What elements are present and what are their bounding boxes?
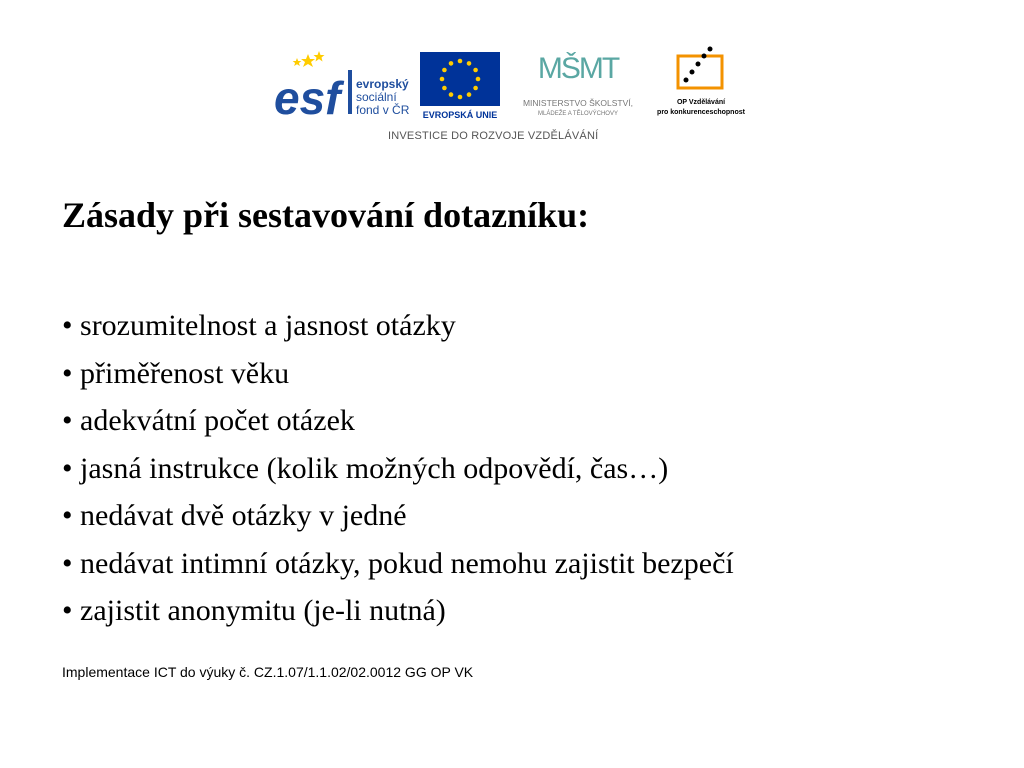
svg-text:esf: esf: [274, 72, 341, 120]
slide-title: Zásady při sestavování dotazníku:: [62, 195, 590, 235]
footer-note: Implementace ICT do výuky č. CZ.1.07/1.1.02/02.0012 GG OP VK: [62, 664, 474, 680]
eu-star-icon: [442, 86, 447, 91]
svg-text:evropský: evropský: [356, 77, 409, 91]
eu-star-icon: [442, 68, 447, 73]
eu-flag-logo: [418, 48, 502, 120]
tagline: INVESTICE DO ROZVOJE VZDĚLÁVÁNÍ: [388, 130, 599, 142]
eu-star-icon: [458, 59, 463, 64]
svg-text:fond v ČR: fond v ČR: [356, 103, 410, 117]
eu-star-icon: [458, 95, 463, 100]
svg-text:MŠMT: MŠMT: [537, 52, 619, 85]
eu-star-icon: [449, 92, 454, 97]
svg-text:EVROPSKÁ UNIE: EVROPSKÁ UNIE: [422, 110, 498, 120]
bullet-item: • adekvátní počet otázek: [62, 397, 734, 445]
bullet-item: • nedávat dvě otázky v jedné: [62, 492, 734, 540]
eu-star-icon: [467, 92, 472, 97]
eu-star-icon: [473, 68, 478, 73]
svg-text:OP Vzdělávání: OP Vzdělávání: [676, 99, 726, 106]
eu-star-icon: [476, 77, 481, 82]
op-vzdelavani-logo: [648, 44, 754, 120]
msmt-logo: [508, 44, 648, 120]
bullet-item: • zajistit anonymitu (je-li nutná): [62, 587, 734, 635]
logo-header: [272, 44, 754, 146]
eu-star-icon: [467, 61, 472, 66]
svg-text:MINISTERSTVO ŠKOLSTVÍ,: MINISTERSTVO ŠKOLSTVÍ,: [522, 98, 634, 108]
eu-star-icon: [449, 61, 454, 66]
bullet-item: • srozumitelnost a jasnost otázky: [62, 302, 734, 350]
bullet-item: • jasná instrukce (kolik možných odpovědí, čas…): [62, 445, 734, 493]
bullet-list: [62, 302, 734, 635]
eu-star-icon: [473, 86, 478, 91]
bullet-item: • nedávat intimní otázky, pokud nemohu zajistit bezpečí: [62, 540, 734, 588]
svg-text:pro konkurenceschopnost: pro konkurenceschopnost: [657, 109, 745, 116]
eu-star-icon: [440, 77, 445, 82]
esf-logo: [274, 48, 412, 120]
svg-text:MLÁDEŽE A TĚLOVÝCHOVY: MLÁDEŽE A TĚLOVÝCHOVY: [538, 111, 618, 117]
bullet-item: • přiměřenost věku: [62, 350, 734, 398]
svg-text:sociální: sociální: [356, 90, 397, 104]
